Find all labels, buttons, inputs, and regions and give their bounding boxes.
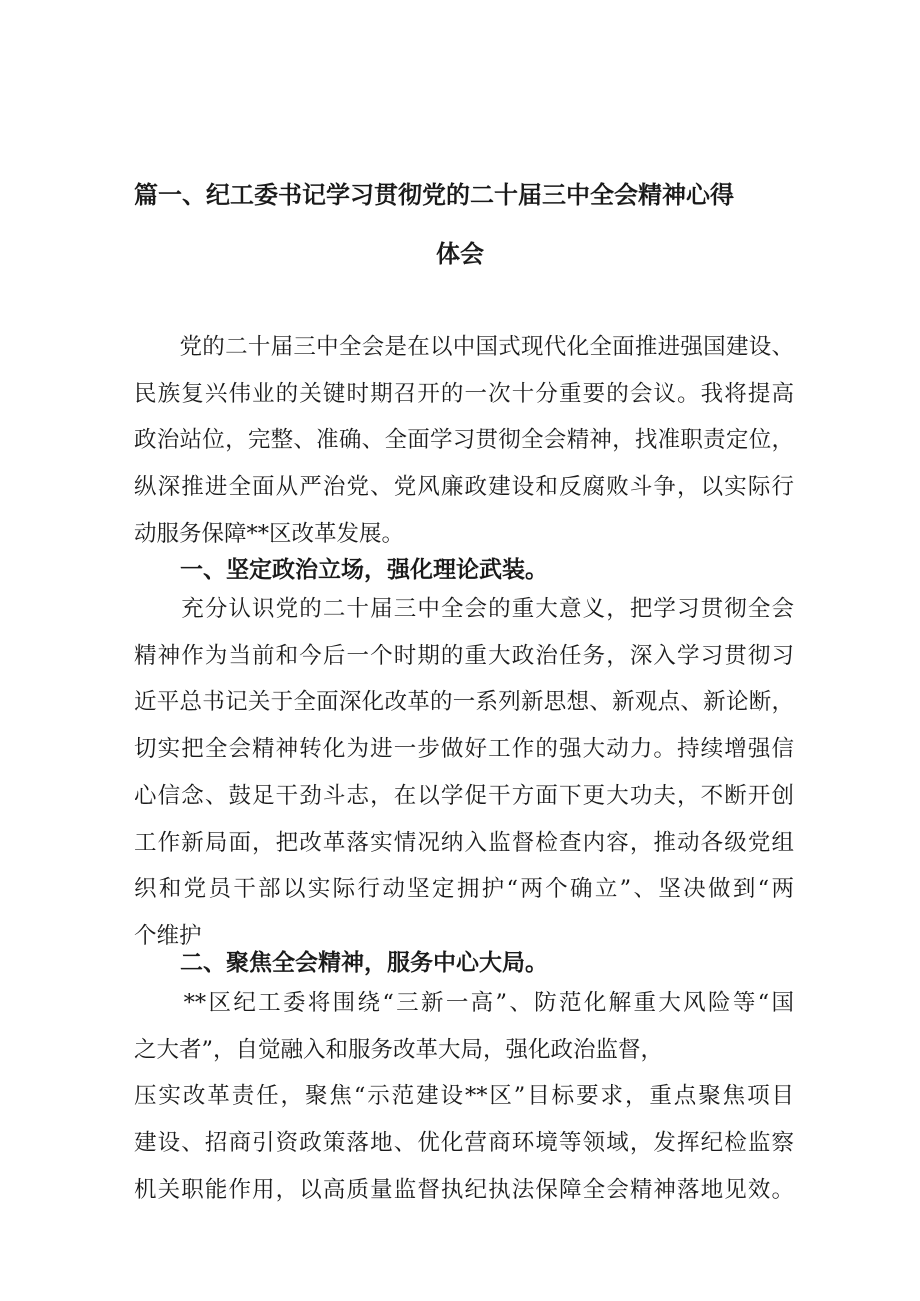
paragraph-line: 工作新局面，把改革落实情况纳入监督检查内容，推动各级党组	[134, 829, 794, 856]
paragraph-line: 压实改革责任，聚焦“示范建设**区”目标要求，重点聚焦项目	[134, 1083, 794, 1110]
paragraph-line: 政治站位，完整、准确、全面学习贯彻全会精神，找准职责定位，	[134, 427, 794, 454]
paragraph-line: 机关职能作用，以高质量监督执纪执法保障全会精神落地见效。	[134, 1176, 794, 1203]
section-heading-2: 二、聚焦全会精神，服务中心大局。	[180, 950, 548, 976]
paragraph-line: 个维护	[134, 922, 202, 949]
paragraph-section-2	[134, 980, 794, 1214]
paragraph-line: 心信念、鼓足干劲斗志，在以学促干方面下更大功夫，不断开创	[134, 782, 794, 809]
paragraph-line: 之大者”，自觉融入和服务改革大局，强化政治监督，	[134, 1036, 664, 1063]
paragraph-line: **区纪工委将围绕“三新一高”、防范化解重大风险等“国	[134, 990, 794, 1016]
paragraph-section-1	[134, 586, 794, 960]
paragraph-intro	[134, 324, 794, 558]
paragraph-line: 动服务保障**区改革发展。	[134, 520, 405, 547]
paragraph-line: 精神作为当前和今后一个时期的重大政治任务，深入学习贯彻习	[134, 642, 794, 669]
paragraph-line: 纵深推进全面从严治党、党风廉政建设和反腐败斗争，以实际行	[134, 474, 794, 501]
section-heading-1: 一、坚定政治立场，强化理论武装。	[180, 557, 548, 583]
paragraph-line: 近平总书记关于全面深化改革的一系列新思想、新观点、新论断，	[134, 689, 794, 716]
document-title-line-2: 体会	[436, 240, 484, 268]
document-title-line-1: 篇一、纪工委书记学习贯彻党的二十届三中全会精神心得	[134, 181, 734, 209]
paragraph-line: 切实把全会精神转化为进一步做好工作的强大动力。持续增强信	[134, 736, 794, 763]
paragraph-line: 党的二十届三中全会是在以中国式现代化全面推进强国建设、	[134, 334, 794, 360]
paragraph-line: 建设、招商引资政策落地、优化营商环境等领域，发挥纪检监察	[134, 1130, 794, 1157]
paragraph-line: 充分认识党的二十届三中全会的重大意义，把学习贯彻全会	[134, 596, 794, 622]
paragraph-line: 织和党员干部以实际行动坚定拥护“两个确立”、坚决做到“两	[134, 876, 794, 903]
paragraph-line: 民族复兴伟业的关键时期召开的一次十分重要的会议。我将提高	[134, 380, 794, 407]
